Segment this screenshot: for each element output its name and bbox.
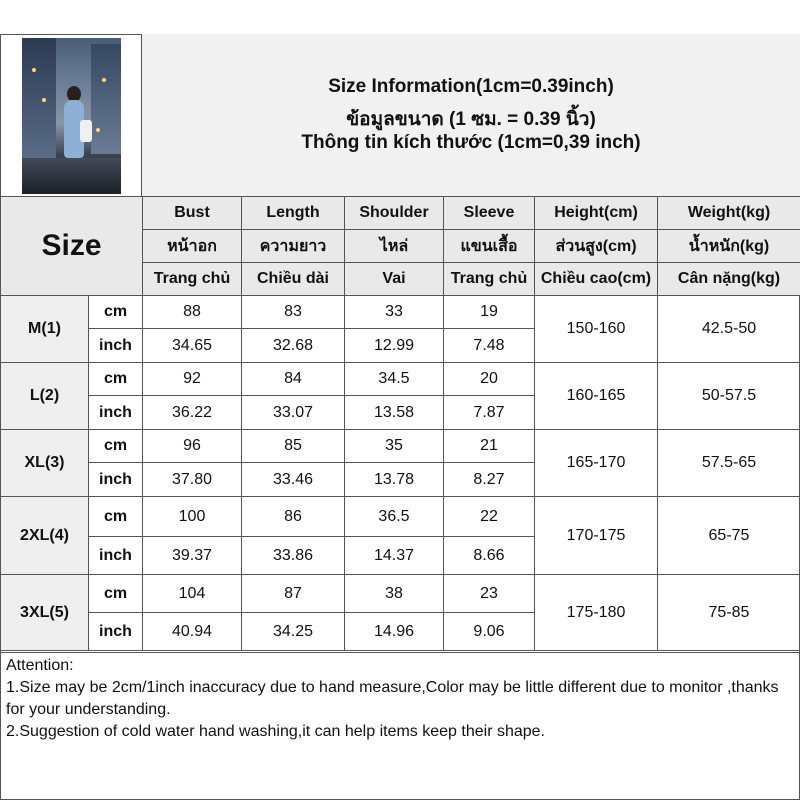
unit-cell: cm [89,296,143,329]
header-title-th: ข้อมูลขนาด (1 ซม. = 0.39 นิ้ว) [346,109,596,130]
attention-notes [0,652,800,800]
column-header: Chiều cao(cm) [535,263,658,296]
column-header: Trang chủ [444,263,535,296]
size-info-header [141,34,800,196]
header-title-vi: Thông tin kích thước (1cm=0,39 inch) [301,132,641,153]
header-title-en: Size Information(1cm=0.39inch) [328,76,614,97]
unit-cell: cm [89,430,143,463]
height-cell: 165-170 [535,430,658,497]
value-cell: 33 [345,296,444,329]
value-cell: 12.99 [345,329,444,363]
column-header: Length [242,197,345,230]
value-cell: 14.96 [345,613,444,651]
table-row [1,497,800,537]
value-cell: 23 [444,575,535,613]
unit-cell: cm [89,363,143,396]
size-cell: L(2) [1,363,89,430]
value-cell: 35 [345,430,444,463]
size-column-header: Size [1,197,143,296]
height-cell: 150-160 [535,296,658,363]
size-cell: XL(3) [1,430,89,497]
value-cell: 86 [242,497,345,537]
table-row [1,575,800,613]
value-cell: 7.48 [444,329,535,363]
column-header: หน้าอก [143,230,242,263]
column-header: น้ำหนัก(kg) [658,230,800,263]
column-header: ไหล่ [345,230,444,263]
value-cell: 33.86 [242,537,345,575]
value-cell: 36.5 [345,497,444,537]
value-cell: 22 [444,497,535,537]
column-header: Sleeve [444,197,535,230]
value-cell: 9.06 [444,613,535,651]
header-row-en [1,197,800,230]
value-cell: 13.58 [345,396,444,430]
column-header: ส่วนสูง(cm) [535,230,658,263]
unit-cell: inch [89,396,143,430]
unit-cell: cm [89,575,143,613]
value-cell: 87 [242,575,345,613]
column-header: Chiều dài [242,263,345,296]
value-cell: 34.5 [345,363,444,396]
weight-cell: 57.5-65 [658,430,800,497]
unit-cell: inch [89,537,143,575]
value-cell: 84 [242,363,345,396]
value-cell: 39.37 [143,537,242,575]
column-header: Height(cm) [535,197,658,230]
weight-cell: 65-75 [658,497,800,575]
attention-title: Attention: [6,657,74,674]
column-header: Trang chủ [143,263,242,296]
value-cell: 96 [143,430,242,463]
value-cell: 32.68 [242,329,345,363]
value-cell: 7.87 [444,396,535,430]
value-cell: 83 [242,296,345,329]
weight-cell: 50-57.5 [658,363,800,430]
column-header: แขนเสื้อ [444,230,535,263]
height-cell: 175-180 [535,575,658,651]
value-cell: 85 [242,430,345,463]
value-cell: 34.65 [143,329,242,363]
value-cell: 88 [143,296,242,329]
height-cell: 170-175 [535,497,658,575]
unit-cell: inch [89,463,143,497]
value-cell: 20 [444,363,535,396]
column-header: Cân nặng(kg) [658,263,800,296]
size-cell: 3XL(5) [1,575,89,651]
attention-note-2: 2.Suggestion of cold water hand washing,it can help items keep their shape. [6,723,545,740]
size-table [0,196,800,651]
column-header: Weight(kg) [658,197,800,230]
column-header: Vai [345,263,444,296]
value-cell: 104 [143,575,242,613]
size-cell: M(1) [1,296,89,363]
size-cell: 2XL(4) [1,497,89,575]
value-cell: 8.27 [444,463,535,497]
table-row [1,363,800,396]
value-cell: 37.80 [143,463,242,497]
value-cell: 13.78 [345,463,444,497]
height-cell: 160-165 [535,363,658,430]
column-header: Bust [143,197,242,230]
unit-cell: inch [89,329,143,363]
value-cell: 40.94 [143,613,242,651]
value-cell: 14.37 [345,537,444,575]
unit-cell: inch [89,613,143,651]
value-cell: 8.66 [444,537,535,575]
value-cell: 36.22 [143,396,242,430]
value-cell: 34.25 [242,613,345,651]
column-header: ความยาว [242,230,345,263]
unit-cell: cm [89,497,143,537]
column-header: Shoulder [345,197,444,230]
weight-cell: 42.5-50 [658,296,800,363]
attention-note-1: 1.Size may be 2cm/1inch inaccuracy due to hand measure,Color may be little different due to monitor ,thanks for your understanding. [6,679,779,718]
table-row [1,430,800,463]
table-row [1,296,800,329]
value-cell: 19 [444,296,535,329]
value-cell: 100 [143,497,242,537]
value-cell: 21 [444,430,535,463]
value-cell: 33.46 [242,463,345,497]
value-cell: 38 [345,575,444,613]
value-cell: 33.07 [242,396,345,430]
weight-cell: 75-85 [658,575,800,651]
value-cell: 92 [143,363,242,396]
product-photo [22,38,121,194]
